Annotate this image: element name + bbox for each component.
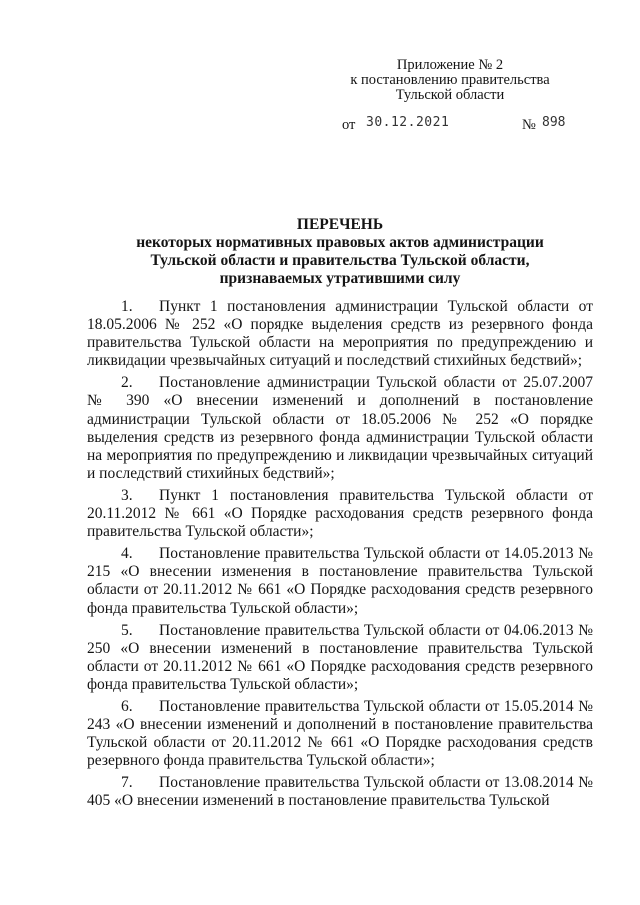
appendix-region: Тульской области (395, 87, 505, 103)
date-label: от (342, 117, 356, 133)
item-text: Постановление правительства Тульской области от 15.05.2014 № 243 «О внесении изменений и дополнений в постановление правительства Тульской области от 20.11.2012 № 661 «О Порядке расходования средств резервного фонда правительства Тульской области»; (87, 697, 593, 770)
list-item (87, 298, 593, 370)
item-number: 6. (121, 697, 133, 715)
item-text: Постановление правительства Тульской области от 13.08.2014 № 405 «О внесении изменений в постановление правительства Тульской (87, 774, 593, 810)
item-number: 2. (121, 374, 133, 392)
item-text: Постановление администрации Тульской области от 25.07.2007 № 390 «О внесении изменений и дополнений в постановление администрации Тульской области от 18.05.2006 № 252 «О порядке выделения средств из резервного фонда администрации Тульской области на мероприятия по предупреждению и ликвидации чрезвычайных ситуаций и последствий стихийных бедствий»; (87, 374, 593, 482)
title-line-2: Тульской области и правительства Тульской области, (150, 252, 530, 269)
appendix-number: Приложение № 2 (396, 57, 504, 73)
list-item (87, 622, 593, 694)
list-item (87, 698, 593, 770)
appendix-reference: к постановлению правительства (350, 72, 550, 88)
decree-number: 898 (542, 115, 566, 130)
document-title (86, 216, 594, 288)
item-number: 7. (121, 774, 133, 792)
acts-list (87, 298, 593, 815)
item-number: 4. (121, 545, 133, 563)
title-line-1: некоторых нормативных правовых актов администрации (136, 234, 544, 251)
item-text: Постановление правительства Тульской области от 04.06.2013 № 250 «О внесении изменений в постановление правительства Тульской области от 20.11.2012 № 661 «О Порядке расходования средств резервного фонда правительства Тульской области»; (87, 621, 593, 693)
title-line-3: признаваемых утратившими силу (219, 270, 461, 287)
list-item (87, 774, 593, 810)
item-text: Пункт 1 постановления правительства Тульской области от 20.11.2012 № 661 «О Порядке расходования средств резервного фонда правительства Тульской области»; (87, 486, 593, 541)
list-item (87, 545, 593, 617)
number-label: № (522, 117, 536, 133)
item-text: Постановление правительства Тульской области от 14.05.2013 № 215 «О внесении изменения в постановление правительства Тульской области от 20.11.2012 № 661 «О Порядке расходования средств резервного фонда правительства Тульской области»; (87, 545, 593, 617)
item-number: 3. (121, 486, 133, 504)
list-item (87, 487, 593, 541)
list-item (87, 374, 593, 483)
decree-date: 30.12.2021 (366, 115, 450, 130)
item-text: Пункт 1 постановления администрации Тульской области от 18.05.2006 № 252 «О порядке выделения средств из резервного фонда правительства Тульской области на мероприятия по предупреждению и ликвидации чрезвычайных ситуаций и последствий стихийных бедствий»; (87, 298, 593, 370)
item-number: 5. (121, 621, 133, 639)
appendix-header (330, 58, 570, 103)
item-number: 1. (121, 298, 133, 315)
title-heading: ПЕРЕЧЕНЬ (296, 216, 384, 233)
